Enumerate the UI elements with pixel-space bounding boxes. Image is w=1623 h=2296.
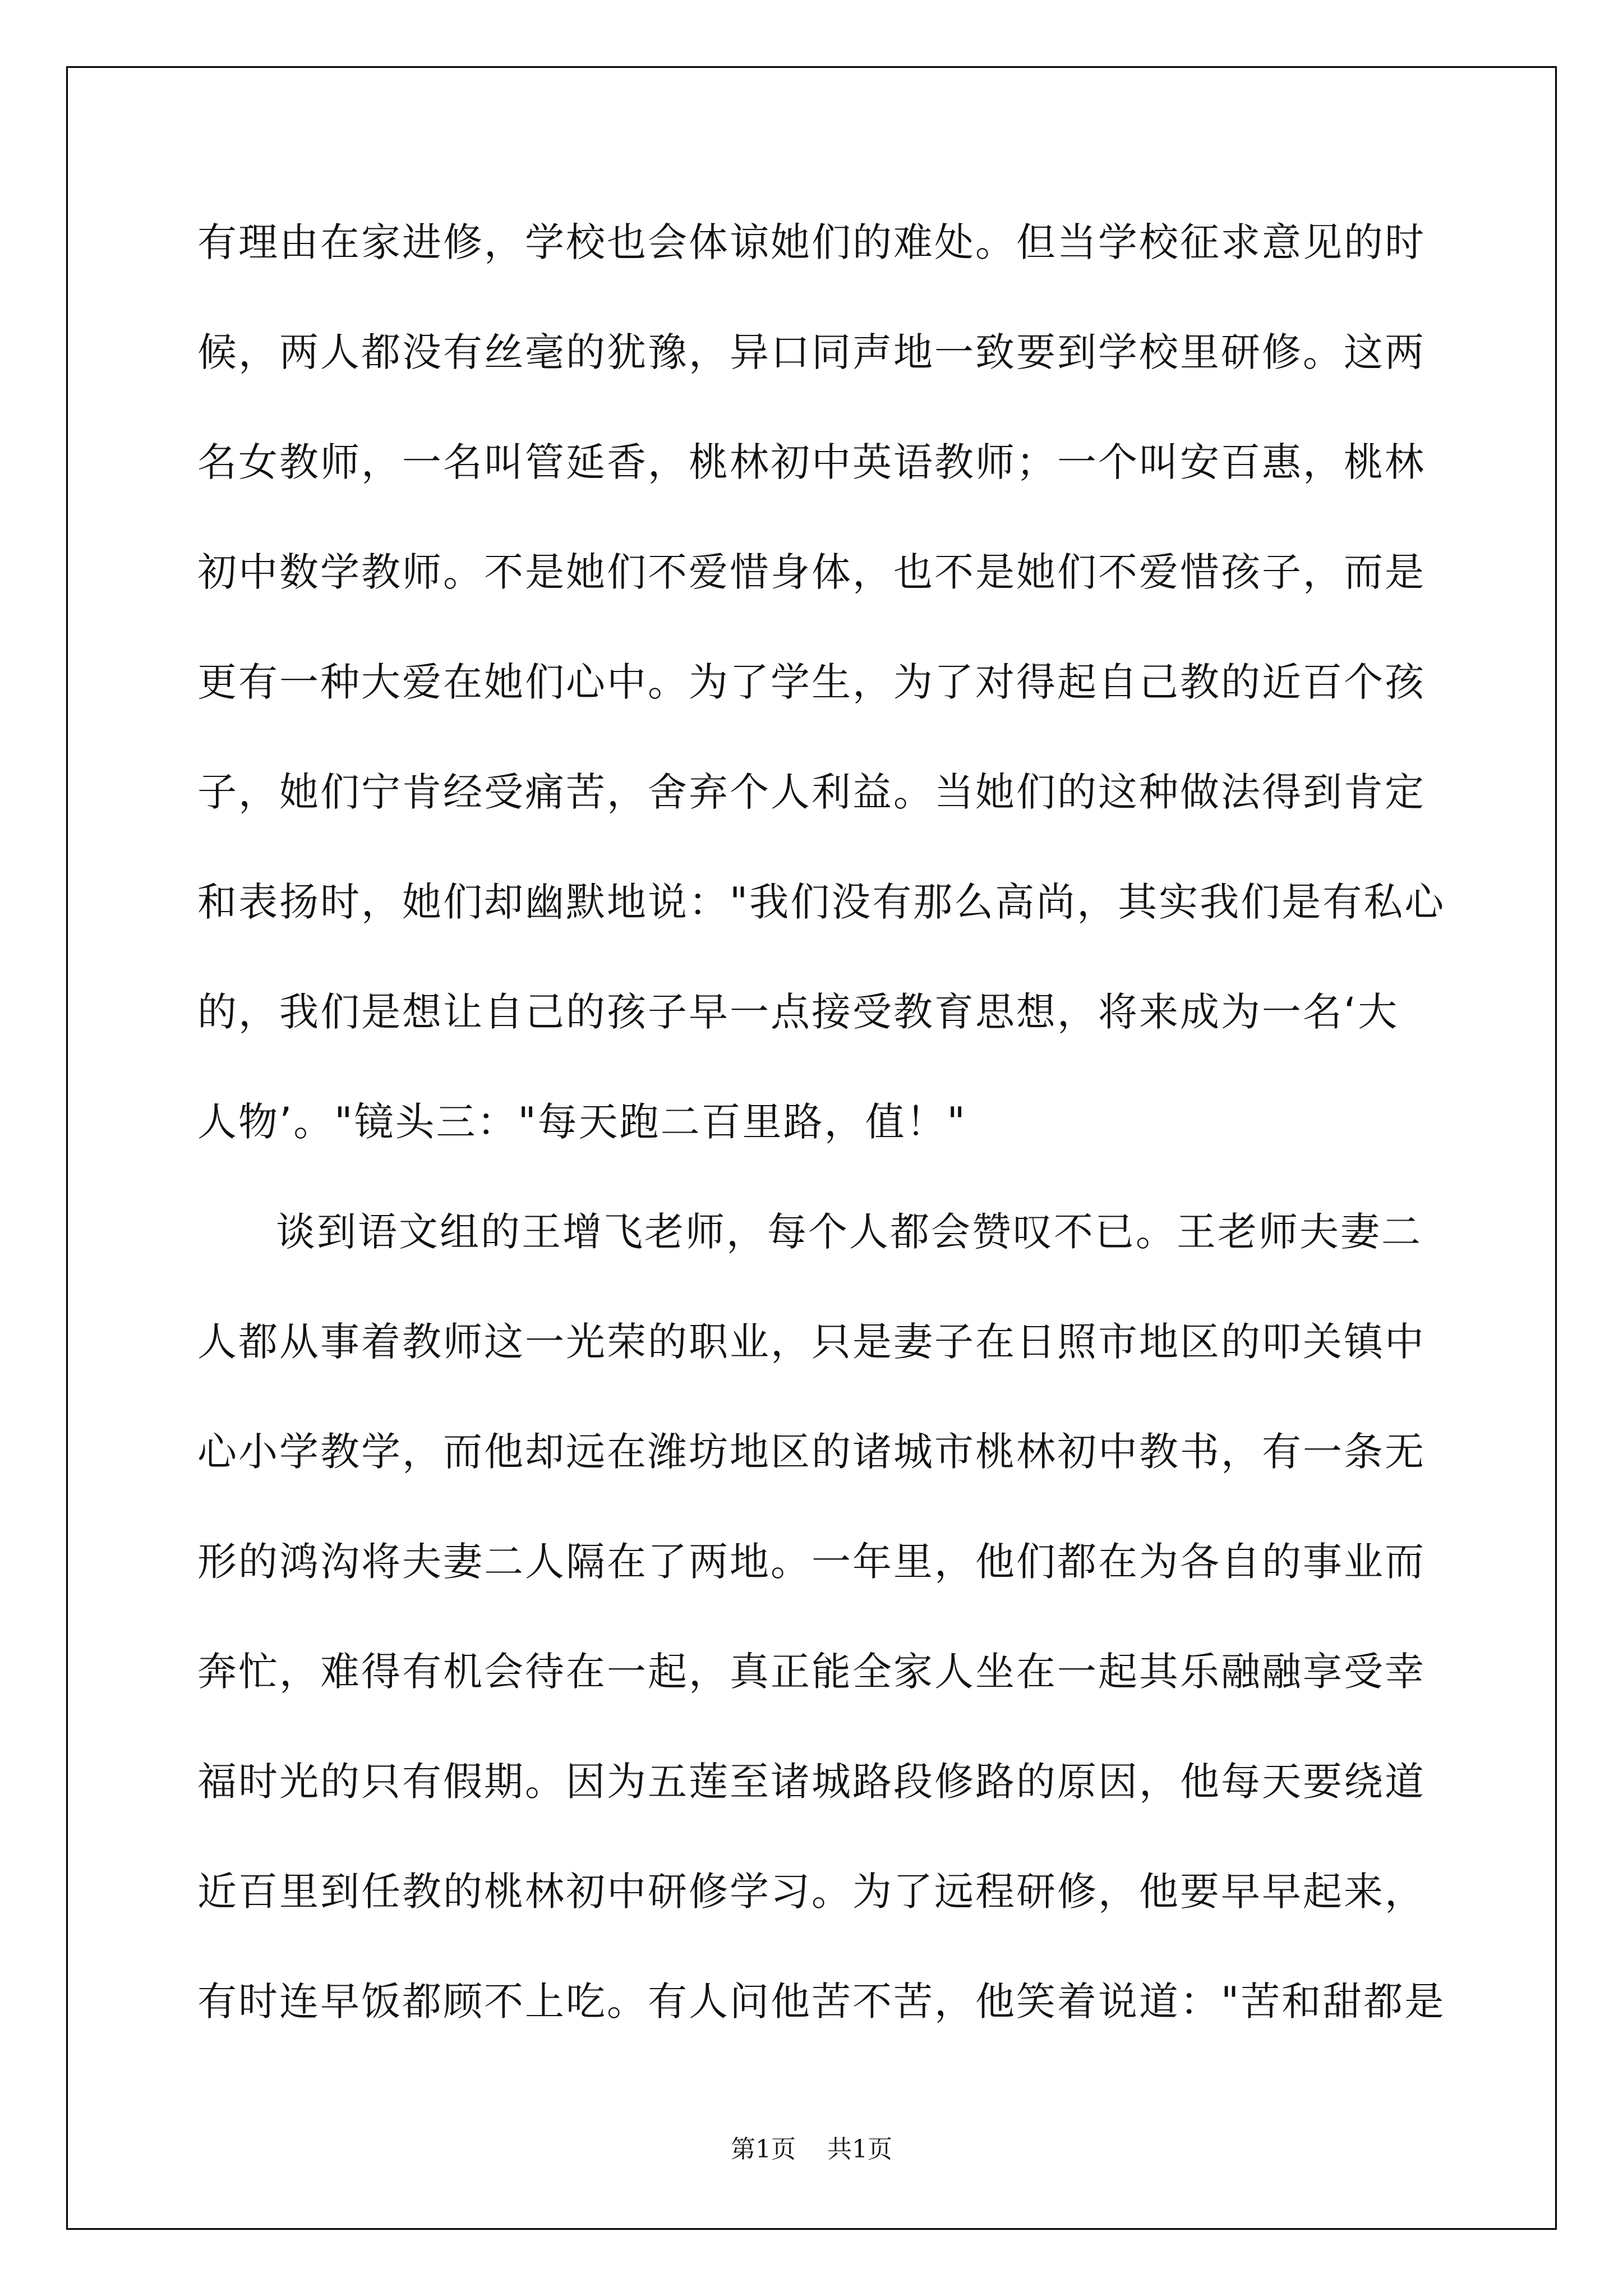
text-line: 人物’。"镜头三："每天跑二百里路，值！" (197, 1099, 967, 1145)
text-line: 初中数学教师。不是她们不爱惜身体，也不是她们不爱惜孩子，而是 (197, 549, 1426, 595)
text-line: 近百里到任教的桃林初中研修学习。为了远程研修，他要早早起来， (197, 1869, 1426, 1915)
text-line: 人都从事着教师这一光荣的职业，只是妻子在日照市地区的叩关镇中 (197, 1319, 1426, 1365)
text-line: 名女教师，一名叫管延香，桃林初中英语教师；一个叫安百惠，桃林 (197, 439, 1426, 485)
text-line: 形的鸿沟将夫妻二人隔在了两地。一年里，他们都在为各自的事业而 (197, 1539, 1426, 1585)
page-total: 共1页 (827, 2135, 892, 2164)
page-number: 第1页 (731, 2135, 796, 2164)
text-line: 候，两人都没有丝毫的犹豫，异口同声地一致要到学校里研修。这两 (197, 329, 1426, 375)
document-body (197, 209, 1446, 2078)
text-line: 有时连早饭都顾不上吃。有人问他苦不苦，他笑着说道："苦和甜都是 (197, 1978, 1446, 2024)
text-line: 更有一种大爱在她们心中。为了学生，为了对得起自己教的近百个孩 (197, 659, 1426, 705)
text-line: 福时光的只有假期。因为五莲至诸城路段修路的原因，他每天要绕道 (197, 1759, 1426, 1805)
text-line: 心小学教学，而他却远在潍坊地区的诸城市桃林初中教书，有一条无 (197, 1429, 1426, 1475)
text-line: 奔忙，难得有机会待在一起，真正能全家人坐在一起其乐融融享受幸 (197, 1649, 1426, 1695)
text-line: 和表扬时，她们却幽默地说："我们没有那么高尚，其实我们是有私心 (197, 879, 1446, 925)
paragraph-start-line: 谈到语文组的王增飞老师，每个人都会赞叹不已。王老师夫妻二 (276, 1209, 1422, 1255)
text-line: 的，我们是想让自己的孩子早一点接受教育思想，将来成为一名‘大 (197, 989, 1399, 1035)
text-line: 有理由在家进修，学校也会体谅她们的难处。但当学校征求意见的时 (197, 219, 1426, 265)
page-footer (0, 2133, 1623, 2166)
text-line: 子，她们宁肯经受痛苦，舍弃个人利益。当她们的这种做法得到肯定 (197, 769, 1426, 815)
